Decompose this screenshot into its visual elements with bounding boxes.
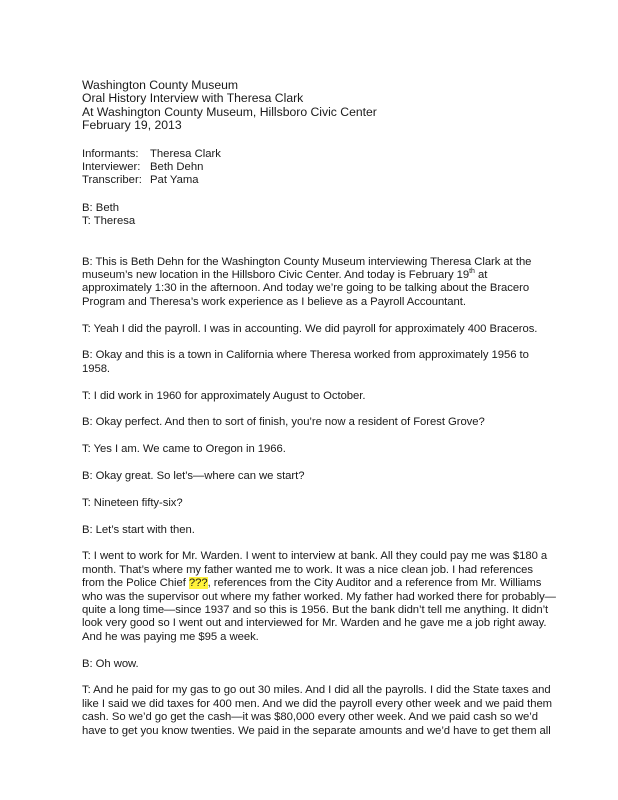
interviewer-label: Interviewer: — [82, 160, 141, 173]
transcript-paragraph — [82, 256, 552, 310]
informants-label: Informants: — [82, 147, 139, 160]
speaker-key-t: T: Theresa — [82, 215, 136, 228]
transcript-line: T: Yes I am. We came to Oregon in 1966. — [82, 443, 286, 456]
transcript-paragraph — [82, 684, 552, 738]
transcript-line: T: And he paid for my gas to go out 30 miles. And I did all the payrolls. I did the State taxes and — [82, 684, 551, 697]
interview-metadata — [82, 148, 552, 187]
transcript-paragraph — [82, 497, 552, 510]
transcriber-value: Pat Yama — [150, 173, 199, 186]
transcript-paragraph — [82, 524, 552, 537]
transcript-paragraph — [82, 416, 552, 429]
transcript-line: T: Yeah I did the payroll. I was in accounting. We did payroll for approximately 400 Braceros. — [82, 322, 538, 335]
informants-value: Theresa Clark — [150, 147, 221, 160]
transcript-line: cash. So we’d go get the cash—it was $80,000 every other week. And we paid cash so we’d — [82, 711, 538, 724]
transcript-paragraph — [82, 390, 552, 403]
transcript-line: T: Nineteen fifty-six? — [82, 496, 183, 509]
transcript-line: look very good so I went out and interviewed for Mr. Warden and he gave me a job right away. — [82, 617, 547, 630]
transcript-paragraph — [82, 658, 552, 671]
transcript-line: quite a long time—since 1937 and so this is 1956. But the bank didn’t tell me anything. It didn’t — [82, 604, 549, 617]
organization-name: Washington County Museum — [82, 78, 239, 92]
transcript-line: Program and Theresa’s work experience as I believe as a Payroll Accountant. — [82, 295, 466, 308]
transcript-paragraph — [82, 550, 556, 644]
document-header — [82, 79, 552, 133]
transcriber-label: Transcriber: — [82, 173, 142, 186]
transcript-line: museum’s new location in the Hillsboro Civic Center. And today is February 19th at — [82, 268, 488, 282]
transcript-line: B: Okay perfect. And then to sort of finish, you’re now a resident of Forest Grove? — [82, 416, 485, 429]
document-title: Oral History Interview with Theresa Clark — [82, 91, 304, 106]
transcript-line: like I said we did taxes for 400 men. And we did the payroll every other week and we paid them — [82, 697, 553, 710]
speaker-key — [82, 202, 552, 229]
transcript-line: B: Oh wow. — [82, 657, 139, 670]
transcript-line: approximately 1:30 in the afternoon. And today we’re going to be talking about the Bracero — [82, 282, 530, 295]
document-page — [82, 78, 556, 751]
transcript-body — [82, 255, 556, 738]
ordinal-superscript: th — [469, 268, 475, 276]
transcript-line: B: Okay and this is a town in California where Theresa worked from approximately 1956 to — [82, 349, 529, 362]
transcript-line: B: This is Beth Dehn for the Washington County Museum interviewing Theresa Clark at the — [82, 255, 532, 268]
transcript-line: T: I did work in 1960 for approximately August to October. — [82, 389, 366, 402]
transcript-line: B: Okay great. So let’s—where can we start? — [82, 470, 305, 483]
speaker-key-b: B: Beth — [82, 201, 120, 214]
transcript-line: 1958. — [82, 362, 111, 375]
transcript-paragraph — [82, 470, 552, 483]
interview-location: At Washington County Museum, Hillsboro Civic Center — [82, 104, 377, 119]
transcript-line: B: Let’s start with then. — [82, 523, 195, 536]
highlighted-unknown-name: ??? — [188, 577, 208, 590]
transcript-line: month. That’s where my father wanted me to work. It was a nice clean job. I had references — [82, 563, 533, 576]
transcript-line: And he was paying me $95 a week. — [82, 630, 259, 643]
transcript-line: T: I went to work for Mr. Warden. I went to interview at bank. All they could pay me was $180 a — [82, 550, 548, 563]
transcript-paragraph — [82, 323, 552, 336]
transcript-line: who was the supervisor out where my father worked. My father had worked there for probably— — [82, 590, 556, 603]
interviewer-value: Beth Dehn — [150, 160, 204, 173]
transcript-line: have to get you know twenties. We paid in the separate amounts and we’d have to get them all — [82, 724, 551, 737]
transcript-paragraph — [82, 443, 552, 456]
interview-date: February 19, 2013 — [82, 118, 182, 133]
transcript-line: from the Police Chief ???, references from the City Auditor and a reference from Mr. Williams — [82, 577, 542, 590]
transcript-paragraph — [82, 349, 552, 376]
